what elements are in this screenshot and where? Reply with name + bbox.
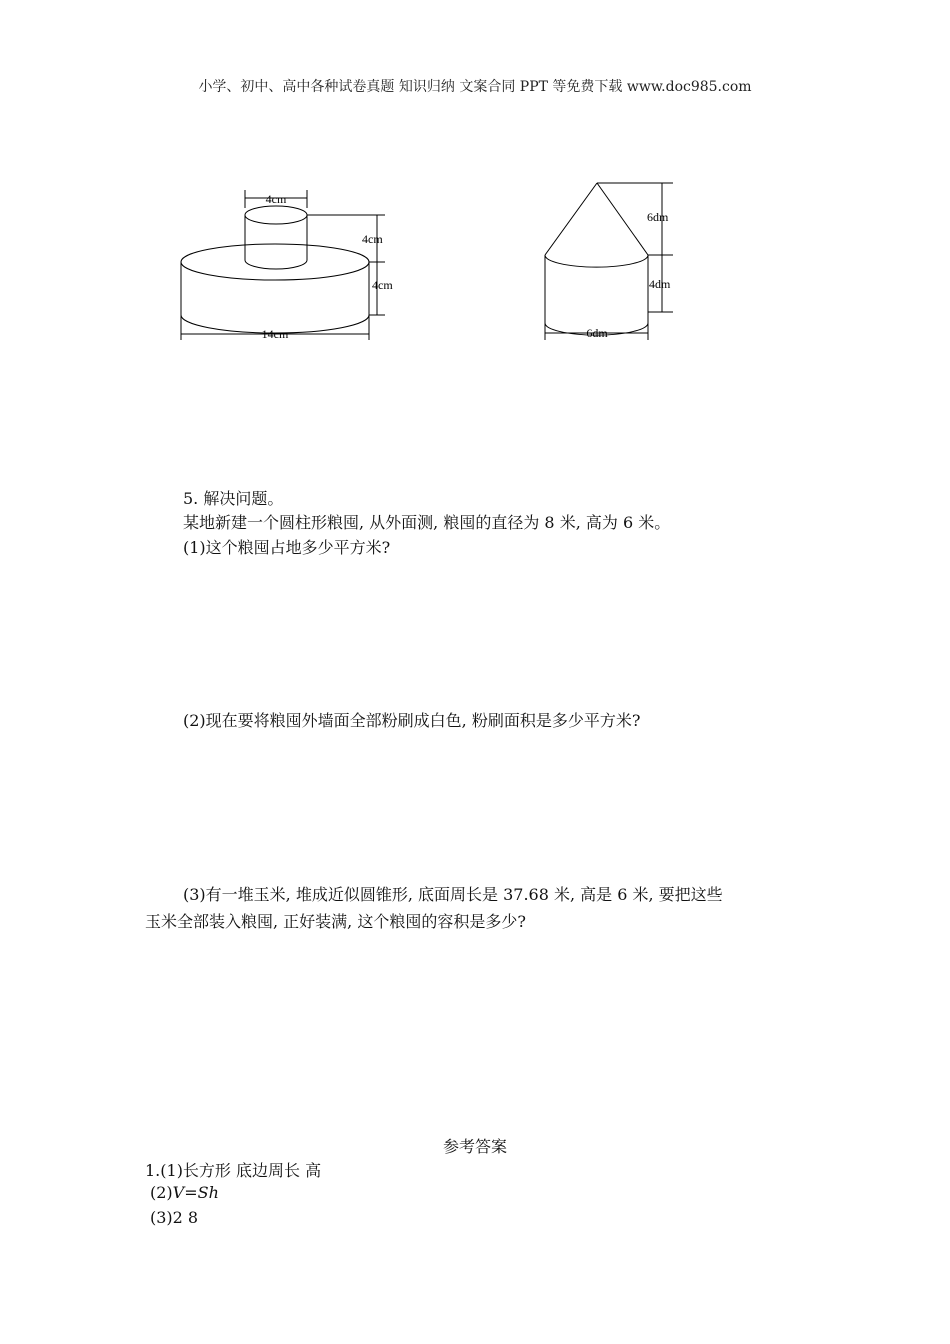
question-5-part-3-line-1: (3)有一堆玉米, 堆成近似圆锥形, 底面周长是 37.68 米, 高是 6 米, 要把这些 bbox=[183, 885, 723, 904]
answer-line-1: 1.(1)长方形 底边周长 高 bbox=[145, 1161, 322, 1180]
answer-line-2 bbox=[150, 1183, 219, 1202]
page-header: 小学、初中、高中各种试卷真题 知识归纳 文案合同 PPT 等免费下载 www.doc985.com bbox=[198, 79, 752, 95]
figure-stacked-cylinders bbox=[170, 180, 410, 350]
cylinder-diameter-label: 6dm bbox=[586, 326, 608, 340]
cone-height-label: 6dm bbox=[647, 210, 669, 224]
question-5-part-1: (1)这个粮囤占地多少平方米? bbox=[183, 538, 391, 557]
bottom-diameter-label: 14cm bbox=[261, 327, 289, 341]
question-5-title: 5. 解决问题。 bbox=[183, 489, 284, 508]
answer-line-3: (3)2 8 bbox=[150, 1208, 199, 1227]
bottom-height-label: 4cm bbox=[372, 278, 393, 292]
answer-line-2-formula: V=Sh bbox=[172, 1183, 219, 1202]
cylinder-height-label: 4dm bbox=[649, 277, 671, 291]
top-height-label: 4cm bbox=[362, 232, 383, 246]
answer-line-2-prefix: (2) bbox=[150, 1183, 173, 1202]
question-5-part-3-line-2: 玉米全部装入粮囤, 正好装满, 这个粮囤的容积是多少? bbox=[145, 912, 526, 931]
question-5-stem: 某地新建一个圆柱形粮囤, 从外面测, 粮囤的直径为 8 米, 高为 6 米。 bbox=[183, 513, 671, 532]
figure-cone-on-cylinder bbox=[530, 175, 690, 350]
answers-title: 参考答案 bbox=[442, 1137, 507, 1156]
top-diameter-label: 4cm bbox=[265, 192, 287, 206]
question-5-part-2: (2)现在要将粮囤外墙面全部粉刷成白色, 粉刷面积是多少平方米? bbox=[183, 711, 641, 730]
